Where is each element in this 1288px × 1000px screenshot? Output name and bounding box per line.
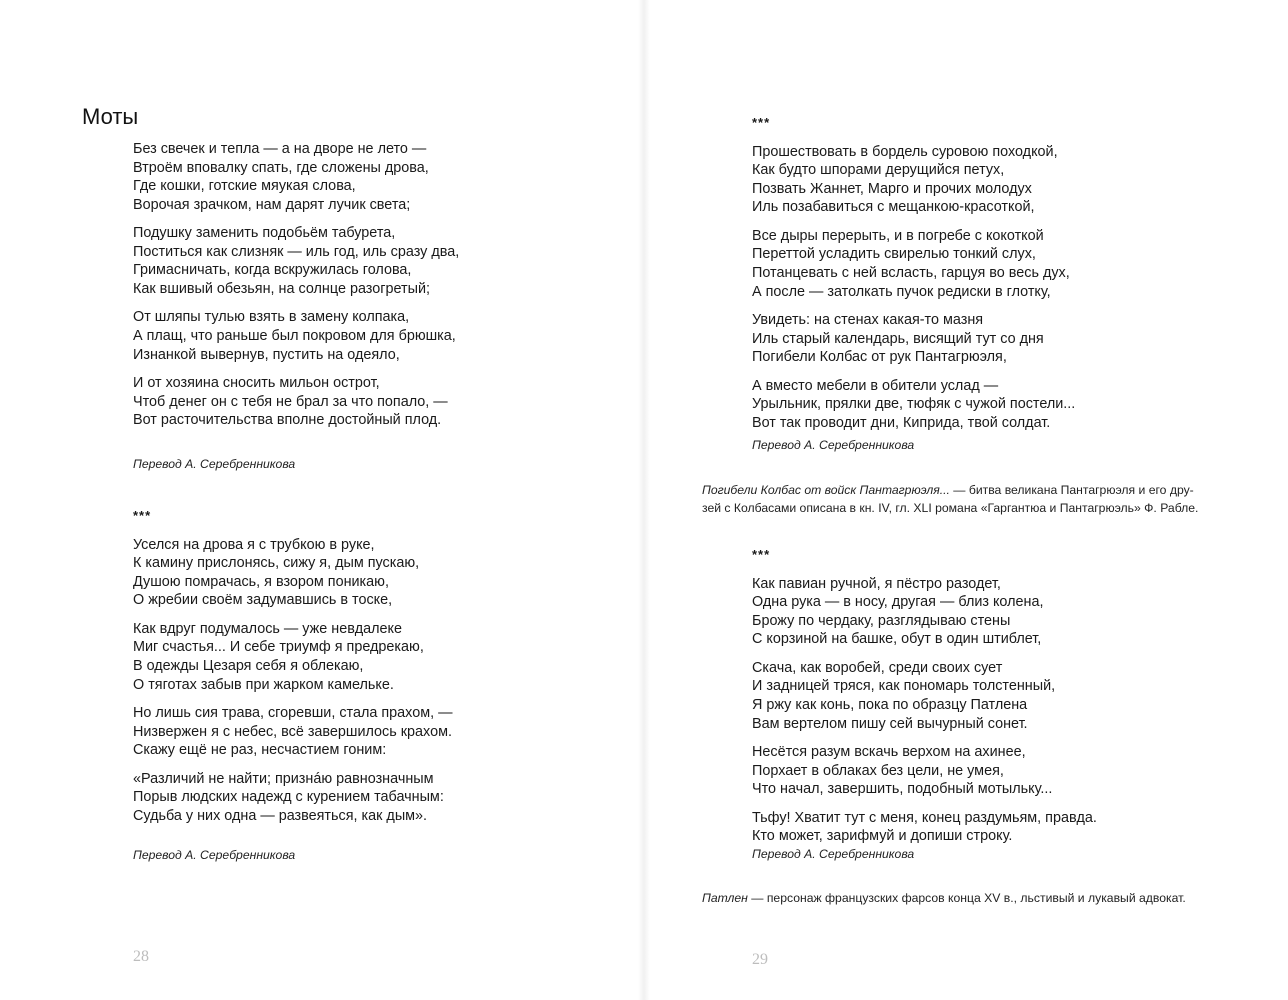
stanza bbox=[133, 224, 459, 298]
stanza bbox=[133, 140, 459, 214]
verse-line: Как вшивый обезьян, на солнце разогретый; bbox=[133, 280, 430, 297]
verse-line: Душою помрачась, я взором поникаю, bbox=[133, 573, 389, 590]
verse-line: Уселся на дрова я с трубкою в руке, bbox=[133, 536, 375, 553]
stanza bbox=[752, 377, 1075, 433]
verse-line: Гримасничать, когда вскружилась голова, bbox=[133, 262, 412, 279]
stanza bbox=[752, 743, 1097, 799]
verse-line: Ворочая зрачком, нам дарят лучик света; bbox=[133, 196, 411, 213]
verse-line: Как вдруг подумалось — уже невдалеке bbox=[133, 620, 402, 637]
footnote-text: — персонаж французских фарсов конца XV в., льстивый и лукавый адвокат. bbox=[747, 891, 1186, 905]
stanza bbox=[752, 575, 1097, 649]
verse-line: А плащ, что раньше был покровом для брюшка, bbox=[133, 327, 456, 344]
footnote-term: Погибели Колбас от войск Пантагрюэля... bbox=[702, 483, 950, 497]
footnote-sausages bbox=[702, 481, 1198, 517]
verse-line: Вот так проводит дни, Киприда, твой солдат. bbox=[752, 414, 1051, 431]
verse-line: Порхает в облаках без цели, не умея, bbox=[752, 762, 1004, 779]
verse-line: Изнанкой вывернув, пустить на одеяло, bbox=[133, 346, 400, 363]
translator-credit: Перевод А. Серебренникова bbox=[133, 848, 296, 862]
verse-line: О тяготах забыв при жарком камельке. bbox=[133, 676, 394, 693]
stanza bbox=[133, 704, 452, 760]
translator-credit: Перевод А. Серебренникова bbox=[133, 457, 296, 471]
stanza bbox=[133, 308, 459, 364]
footnote-term: Патлен bbox=[702, 891, 748, 905]
section-stars: *** bbox=[752, 547, 771, 562]
stanza bbox=[752, 227, 1075, 301]
footnote-patlen bbox=[702, 889, 1186, 907]
verse-line: Урыльник, прялки две, тюфяк с чужой постели... bbox=[752, 396, 1076, 413]
verse-line: Погибели Колбас от рук Пантагрюэля, bbox=[752, 349, 1007, 366]
stanza bbox=[133, 536, 452, 610]
verse-line: Скача, как воробей, среди своих сует bbox=[752, 659, 1003, 676]
page-number: 28 bbox=[133, 948, 149, 965]
verse-line: Поститься как слизняк — иль год, иль сразу два, bbox=[133, 243, 460, 260]
verse-line: Одна рука — в носу, другая — близ колена, bbox=[752, 594, 1044, 611]
verse-line: Позвать Жаннет, Марго и прочих молодух bbox=[752, 180, 1032, 197]
poem-baboon bbox=[752, 546, 1097, 856]
verse-line: Без свечек и тепла — а на дворе не лето — bbox=[133, 141, 427, 157]
page-number: 29 bbox=[752, 951, 768, 968]
verse-line: И от хозяина сносить мильон острот, bbox=[133, 374, 380, 391]
verse-line: И задницей тряся, как пономарь толстенный, bbox=[752, 678, 1056, 695]
stanza bbox=[133, 374, 459, 430]
verse-line: А вместо мебели в обители услад — bbox=[752, 377, 999, 394]
verse-line: Кто может, зарифмуй и допиши строку. bbox=[752, 828, 1013, 845]
verse-line: Увидеть: на стенах какая-то мазня bbox=[752, 311, 984, 328]
verse-line: А после — затолкать пучок редиски в глотку, bbox=[752, 283, 1051, 300]
verse-line: Но лишь сия трава, сгоревши, стала прахом, — bbox=[133, 704, 453, 721]
verse-line: Иль позабавиться с мещанкою-красоткой, bbox=[752, 199, 1035, 216]
translator-credit: Перевод А. Серебренникова bbox=[752, 438, 915, 452]
verse-line: От шляпы тулью взять в замену колпака, bbox=[133, 309, 410, 326]
verse-line: К камину прислонясь, сижу я, дым пускаю, bbox=[133, 555, 420, 572]
verse-line: Несётся разум вскачь верхом на ахинее, bbox=[752, 743, 1026, 760]
verse-line: Потанцевать с ней всласть, гарцуя во весь дух, bbox=[752, 264, 1070, 281]
verse-line: Вот расточительства вполне достойный плод. bbox=[133, 412, 442, 429]
stanza bbox=[133, 620, 452, 694]
stanza bbox=[133, 770, 452, 826]
section-stars: *** bbox=[752, 115, 771, 130]
poem-title: Моты bbox=[82, 104, 139, 129]
verse-line: «Различий не найти; признáю равнозначным bbox=[133, 770, 434, 787]
footnote-line: зей с Колбасами описана в кн. IV, гл. XLI романа «Гаргантюа и Пантагрюэль» Ф. Рабле. bbox=[702, 501, 1199, 515]
verse-line: Тьфу! Хватит тут с меня, конец раздумьям, правда. bbox=[752, 809, 1097, 826]
stanza bbox=[752, 143, 1075, 217]
verse-line: Низвержен я с небес, всё завершилось крахом. bbox=[133, 723, 452, 740]
translator-credit: Перевод А. Серебренникова bbox=[752, 847, 915, 861]
verse-line: Что начал, завершить, подобный мотыльку... bbox=[752, 781, 1053, 798]
verse-line: Все дыры перерыть, и в погребе с кокоткой bbox=[752, 227, 1044, 244]
poem-motes bbox=[133, 140, 459, 440]
verse-line: Скажу ещё не раз, несчастием гоним: bbox=[133, 742, 387, 759]
stanza bbox=[752, 809, 1097, 846]
verse-line: Вам вертелом пишу сей вычурный сонет. bbox=[752, 715, 1028, 732]
verse-line: О жребии своём задумавшись в тоске, bbox=[133, 592, 393, 609]
stanza bbox=[752, 659, 1097, 733]
verse-line: Прошествовать в бордель суровою походкой, bbox=[752, 143, 1058, 160]
stanza bbox=[752, 311, 1075, 367]
verse-line: Чтоб денег он с тебя не брал за что попало, — bbox=[133, 393, 448, 410]
poem-bordel bbox=[752, 114, 1075, 442]
verse-line: Подушку заменить подобьём табурета, bbox=[133, 225, 396, 242]
footnote-text: — битва великана Пантагрюэля и его дру- bbox=[949, 483, 1194, 497]
verse-line: В одежды Цезаря себя я облекаю, bbox=[133, 657, 364, 674]
verse-line: Я ржу как конь, пока по образцу Патлена bbox=[752, 696, 1028, 713]
verse-line: Втроём вповалку спать, где сложены дрова, bbox=[133, 159, 429, 176]
verse-line: Порыв людских надежд с курением табачным: bbox=[133, 789, 444, 806]
verse-line: Иль старый календарь, висящий тут со дня bbox=[752, 330, 1044, 347]
verse-line: Брожу по чердаку, разглядываю стены bbox=[752, 612, 1011, 629]
verse-line: Как будто шпорами дерущийся петух, bbox=[752, 162, 1005, 179]
poem-sonnet-pipe bbox=[133, 507, 452, 835]
section-stars: *** bbox=[133, 508, 152, 523]
footnote-line bbox=[702, 481, 1198, 499]
verse-line: Где кошки, готские мяукая слова, bbox=[133, 178, 356, 195]
right-page bbox=[644, 0, 1288, 1000]
verse-line: Судьба у них одна — развеяться, как дым». bbox=[133, 807, 428, 824]
verse-line: Как павиан ручной, я пёстро разодет, bbox=[752, 575, 1001, 592]
verse-line: Миг счастья... И себе триумф я предрекаю, bbox=[133, 639, 424, 656]
verse-line: Переттой усладить свирелью тонкий слух, bbox=[752, 246, 1036, 263]
verse-line: С корзиной на башке, обут в один штиблет, bbox=[752, 631, 1042, 648]
